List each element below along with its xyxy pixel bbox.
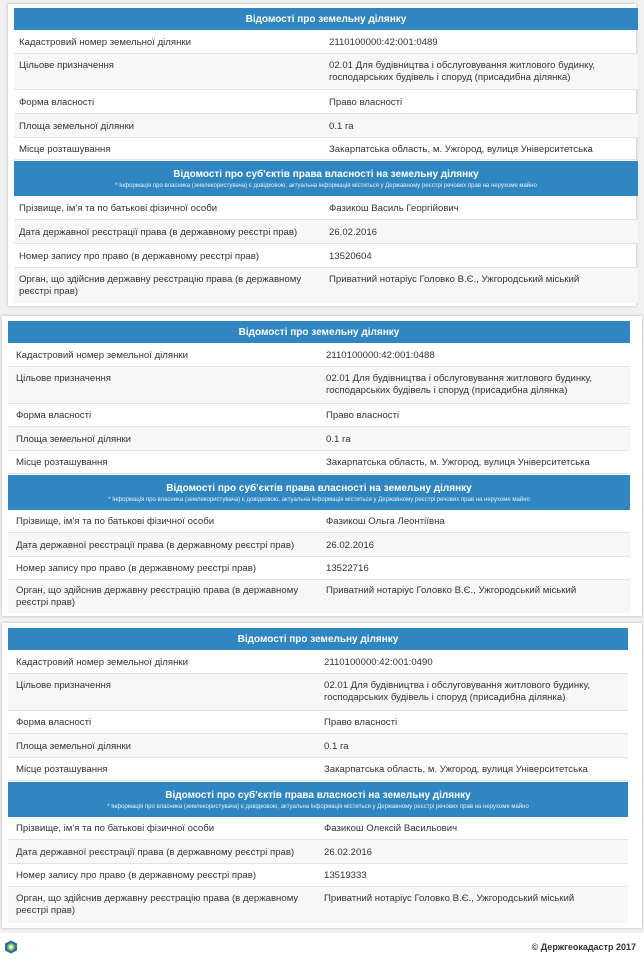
land-row (14, 114, 638, 138)
owner-info-note: * Інформація про власника (землекористувача) є довідковою, актуальна інформація міститься у Державному реєстрі речових прав на нерухоме майно (107, 804, 529, 810)
row-label: Номер запису про право (в державному реєстрі прав) (16, 563, 257, 574)
row-label: Площа земельної ділянки (16, 434, 132, 445)
row-value: 0.1 га (326, 434, 351, 445)
land-info-title: Відомості про земельну ділянку (237, 634, 399, 645)
row-label: Місце розташування (16, 457, 108, 468)
row-label: Орган, що здійснив державну реєстрацію права (в державному реєстрі прав) (16, 893, 299, 916)
row-value: Закарпатська область, м. Ужгород, вулиця Університетська (329, 144, 593, 155)
row-value: 2110100000:42:001:0488 (326, 350, 435, 361)
row-value: 2110100000:42:001:0489 (329, 37, 438, 48)
row-label: Номер запису про право (в державному реєстрі прав) (19, 251, 260, 262)
row-label: Кадастровий номер земельної ділянки (16, 350, 188, 361)
land-info-title: Відомості про земельну ділянку (245, 14, 407, 25)
page-footer (0, 933, 644, 960)
row-label: Прізвище, ім'я та по батькові фізичної особи (16, 516, 215, 527)
row-label: Дата державної реєстрації права (в державному реєстрі прав) (19, 227, 298, 238)
row-value: Приватний нотаріус Головко В.Є., Ужгородський міський (329, 274, 580, 285)
owner-row (8, 864, 628, 887)
land-row (8, 758, 628, 781)
owner-row (8, 840, 628, 864)
owner-row (8, 510, 630, 533)
land-row (8, 651, 628, 674)
owner-info-header (14, 161, 638, 196)
row-label: Прізвище, ім'я та по батькові фізичної особи (19, 203, 218, 214)
land-row (8, 404, 630, 427)
row-value: 13520604 (329, 251, 372, 262)
row-value: Право власності (326, 410, 400, 421)
owner-row (8, 557, 630, 580)
owner-info-header (8, 475, 630, 510)
row-label: Номер запису про право (в державному реєстрі прав) (16, 870, 257, 881)
row-value: 26.02.2016 (324, 847, 373, 858)
land-info-title: Відомості про земельну ділянку (238, 327, 400, 338)
row-value: Приватний нотаріус Головко В.Є., Ужгородський міський (326, 585, 577, 596)
row-value: Закарпатська область, м. Ужгород, вулиця Університетська (326, 457, 590, 468)
row-label: Форма власності (16, 717, 92, 728)
dzk-emblem-icon[interactable] (4, 940, 18, 954)
owner-info-note: * Інформація про власника (землекористувача) є довідковою, актуальна інформація міститься у Державному реєстрі речових прав на нерухоме майно (115, 183, 537, 189)
land-info-header (8, 628, 628, 650)
land-row (8, 734, 628, 758)
owner-info-note: * Інформація про власника (землекористувача) є довідковою, актуальна інформація міститься у Державному реєстрі речових прав на нерухоме майно (108, 497, 530, 503)
land-row (14, 31, 638, 54)
row-label: Дата державної реєстрації права (в державному реєстрі прав) (16, 847, 295, 858)
row-value: Закарпатська область, м. Ужгород, вулиця Університетська (324, 764, 588, 775)
owner-info-header (8, 782, 628, 817)
row-label: Кадастровий номер земельної ділянки (19, 37, 191, 48)
row-label: Форма власності (19, 97, 95, 108)
row-value: 02.01 Для будівництва і обслуговування житлового будинку, господарських будівель і споруд (присадибна ділянка) (326, 373, 592, 396)
row-label: Кадастровий номер земельної ділянки (16, 657, 188, 668)
row-value: 02.01 Для будівництва і обслуговування житлового будинку, господарських будівель і споруд (присадибна ділянка) (329, 60, 595, 83)
row-label: Форма власності (16, 410, 92, 421)
row-label: Орган, що здійснив державну реєстрацію права (в державному реєстрі прав) (19, 274, 302, 297)
row-value: Право власності (329, 97, 403, 108)
land-row (14, 90, 638, 114)
owner-row (8, 533, 630, 557)
row-value: 02.01 Для будівництва і обслуговування житлового будинку, господарських будівель і споруд (присадибна ділянка) (324, 680, 590, 703)
row-label: Дата державної реєстрації права (в державному реєстрі прав) (16, 540, 295, 551)
row-value: 0.1 га (324, 741, 349, 752)
land-row (8, 367, 630, 404)
land-info-header (14, 8, 638, 30)
land-card-3 (2, 623, 642, 928)
owner-row (8, 817, 628, 840)
land-row (8, 344, 630, 367)
owner-info-title: Відомості про суб'єктів права власності на земельну ділянку (165, 790, 471, 801)
row-value: 26.02.2016 (326, 540, 375, 551)
row-value: 0.1 га (329, 121, 354, 132)
row-value: 26.02.2016 (329, 227, 378, 238)
owner-row (14, 197, 638, 220)
copyright-text: © Держгеокадастр 2017 (531, 942, 636, 952)
land-row (8, 711, 628, 734)
owner-row (14, 220, 638, 244)
land-card-1 (8, 4, 636, 306)
owner-info-title: Відомості про суб'єктів права власності на земельну ділянку (173, 169, 479, 180)
row-label: Орган, що здійснив державну реєстрацію права (в державному реєстрі прав) (16, 585, 299, 608)
owner-info-title: Відомості про суб'єктів права власності на земельну ділянку (166, 483, 472, 494)
row-label: Прізвище, ім'я та по батькові фізичної особи (16, 823, 215, 834)
row-label: Цільове призначення (16, 680, 111, 691)
land-info-header (8, 321, 630, 343)
row-label: Місце розташування (19, 144, 111, 155)
row-value: 13522716 (326, 563, 369, 574)
row-value: Фазикош Олексій Васильович (324, 823, 458, 834)
land-row (8, 674, 628, 711)
owner-row (14, 244, 638, 268)
row-label: Цільове призначення (16, 373, 111, 384)
land-row (8, 451, 630, 474)
row-label: Площа земельної ділянки (16, 741, 132, 752)
row-value: Фазикош Василь Георгійович (329, 203, 459, 214)
owner-row (8, 580, 630, 613)
owner-row (14, 268, 638, 303)
row-label: Місце розташування (16, 764, 108, 775)
row-value: 13519333 (324, 870, 367, 881)
land-row (14, 138, 638, 160)
land-row (8, 427, 630, 451)
row-value: Фазикош Ольга Леонтіївна (326, 516, 445, 527)
row-value: 2110100000:42:001:0490 (324, 657, 433, 668)
land-card-2 (2, 316, 642, 616)
row-value: Приватний нотаріус Головко В.Є., Ужгородський міський (324, 893, 575, 904)
row-label: Площа земельної ділянки (19, 121, 135, 132)
owner-row (8, 887, 628, 923)
row-value: Право власності (324, 717, 398, 728)
land-row (14, 54, 638, 90)
row-label: Цільове призначення (19, 60, 114, 71)
